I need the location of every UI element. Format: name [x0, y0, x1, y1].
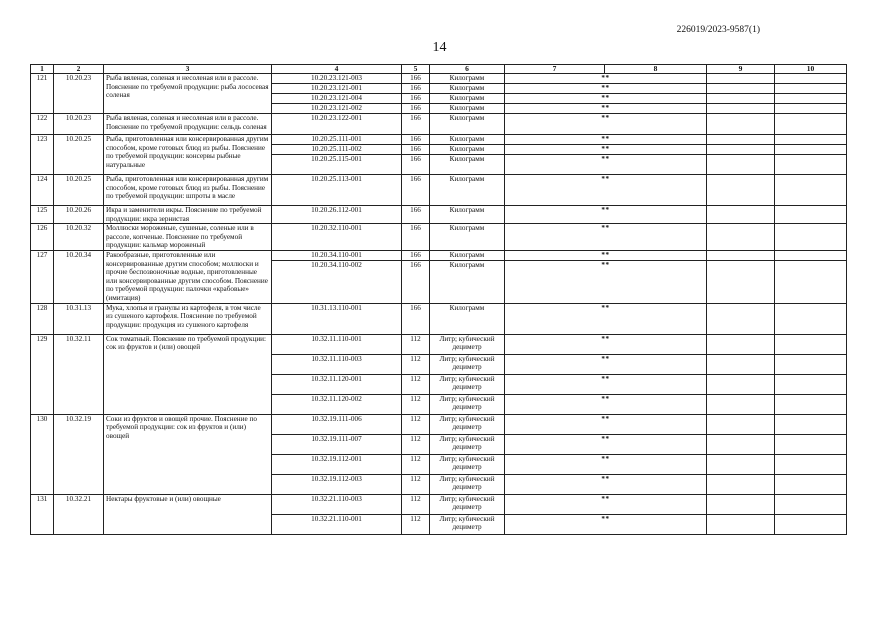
- ktru-code: 10.20.23.121-001: [272, 84, 402, 94]
- okpd2-code: 10.20.23: [54, 114, 104, 135]
- empty-cell: [775, 175, 847, 206]
- empty-cell: [707, 434, 775, 454]
- empty-cell: [775, 250, 847, 260]
- ktru-code: 10.32.19.112-001: [272, 454, 402, 474]
- col-header: 1: [31, 65, 54, 74]
- item-description: Моллюски мороженые, сушеные, соленые или в рассоле, копченые. Пояснение по требуемой продукции: кальмар мороженый: [104, 224, 272, 251]
- unit-name: Литр; кубический дециметр: [430, 494, 505, 514]
- marker-cell: **: [505, 514, 707, 534]
- okei-code: 166: [402, 104, 430, 114]
- col-header: 7: [505, 65, 605, 74]
- row-number: 124: [31, 175, 54, 206]
- okei-code: 112: [402, 374, 430, 394]
- empty-cell: [707, 494, 775, 514]
- empty-cell: [775, 114, 847, 135]
- marker-cell: **: [505, 303, 707, 334]
- marker-cell: **: [505, 114, 707, 135]
- row-number: 122: [31, 114, 54, 135]
- okei-code: 166: [402, 114, 430, 135]
- okei-code: 112: [402, 434, 430, 454]
- okei-code: 112: [402, 494, 430, 514]
- ktru-code: 10.32.21.110-003: [272, 494, 402, 514]
- marker-cell: **: [505, 155, 707, 175]
- col-header: 8: [605, 65, 707, 74]
- okpd2-code: 10.20.32: [54, 224, 104, 251]
- procurement-table: [30, 64, 847, 535]
- okei-code: 166: [402, 135, 430, 145]
- row-number: 125: [31, 206, 54, 224]
- marker-cell: **: [505, 250, 707, 260]
- page-number: 14: [432, 40, 447, 55]
- table-row: [31, 135, 847, 145]
- ktru-code: 10.32.11.120-002: [272, 394, 402, 414]
- item-description: Мука, хлопья и гранулы из картофеля, в том числе из сушеного картофеля. Пояснение по требуемой продукции: продукция из сушеного картофеля: [104, 303, 272, 334]
- ktru-code: 10.20.23.122-001: [272, 114, 402, 135]
- okpd2-code: 10.32.19: [54, 414, 104, 494]
- empty-cell: [775, 135, 847, 145]
- empty-cell: [707, 454, 775, 474]
- item-description: Рыба, приготовленная или консервированная другим способом, кроме готовых блюд из рыбы. Пояснение по требуемой продукции: шпроты в масле: [104, 175, 272, 206]
- ktru-code: 10.32.19.111-006: [272, 414, 402, 434]
- empty-cell: [775, 474, 847, 494]
- okei-code: 112: [402, 334, 430, 354]
- document-id: 226019/2023-9587(1): [676, 25, 760, 35]
- empty-cell: [707, 155, 775, 175]
- empty-cell: [775, 84, 847, 94]
- unit-name: Литр; кубический дециметр: [430, 514, 505, 534]
- empty-cell: [707, 114, 775, 135]
- unit-name: Килограмм: [430, 135, 505, 145]
- table-row: [31, 494, 847, 514]
- table-row: [31, 303, 847, 334]
- okpd2-code: 10.20.34: [54, 250, 104, 303]
- table-row: [31, 414, 847, 434]
- marker-cell: **: [505, 104, 707, 114]
- ktru-code: 10.20.34.110-002: [272, 261, 402, 303]
- col-header: 9: [707, 65, 775, 74]
- marker-cell: **: [505, 454, 707, 474]
- item-description: Рыба вяленая, соленая и несоленая или в рассоле. Пояснение по требуемой продукции: рыба лососевая соленая: [104, 74, 272, 114]
- item-description: Ракообразные, приготовленные или консервированные другим способом; моллюски и прочие беспозвоночные водные, приготовленные или консервированные другим способом. Пояснение по требуемой продукции: палочки «крабовые» (имитация): [104, 250, 272, 303]
- okpd2-code: 10.31.13: [54, 303, 104, 334]
- row-number: 129: [31, 334, 54, 414]
- ktru-code: 10.20.25.111-001: [272, 135, 402, 145]
- col-header: 2: [54, 65, 104, 74]
- table-row: [31, 206, 847, 224]
- marker-cell: **: [505, 374, 707, 394]
- marker-cell: **: [505, 145, 707, 155]
- empty-cell: [775, 145, 847, 155]
- empty-cell: [707, 84, 775, 94]
- empty-cell: [707, 354, 775, 374]
- empty-cell: [775, 261, 847, 303]
- col-header: 5: [402, 65, 430, 74]
- unit-name: Килограмм: [430, 224, 505, 251]
- okei-code: 112: [402, 414, 430, 434]
- table-row: [31, 114, 847, 135]
- marker-cell: **: [505, 74, 707, 84]
- row-number: 123: [31, 135, 54, 175]
- empty-cell: [707, 94, 775, 104]
- empty-cell: [775, 514, 847, 534]
- unit-name: Литр; кубический дециметр: [430, 454, 505, 474]
- empty-cell: [775, 104, 847, 114]
- unit-name: Килограмм: [430, 303, 505, 334]
- marker-cell: **: [505, 354, 707, 374]
- table-row: [31, 74, 847, 84]
- empty-cell: [775, 155, 847, 175]
- okei-code: 112: [402, 474, 430, 494]
- unit-name: Литр; кубический дециметр: [430, 334, 505, 354]
- unit-name: Литр; кубический дециметр: [430, 394, 505, 414]
- marker-cell: **: [505, 474, 707, 494]
- unit-name: Килограмм: [430, 145, 505, 155]
- unit-name: Литр; кубический дециметр: [430, 354, 505, 374]
- empty-cell: [775, 224, 847, 251]
- okei-code: 166: [402, 303, 430, 334]
- marker-cell: **: [505, 414, 707, 434]
- okei-code: 166: [402, 155, 430, 175]
- row-number: 131: [31, 494, 54, 534]
- empty-cell: [775, 394, 847, 414]
- item-description: Рыба, приготовленная или консервированная другим способом, кроме готовых блюд из рыбы. Пояснение по требуемой продукции: консервы рыбные натуральные: [104, 135, 272, 175]
- empty-cell: [707, 145, 775, 155]
- okei-code: 166: [402, 224, 430, 251]
- ktru-code: 10.20.23.121-004: [272, 94, 402, 104]
- okei-code: 166: [402, 74, 430, 84]
- table-row: [31, 334, 847, 354]
- empty-cell: [775, 454, 847, 474]
- empty-cell: [775, 74, 847, 84]
- unit-name: Литр; кубический дециметр: [430, 474, 505, 494]
- unit-name: Килограмм: [430, 175, 505, 206]
- marker-cell: **: [505, 261, 707, 303]
- empty-cell: [707, 250, 775, 260]
- marker-cell: **: [505, 206, 707, 224]
- marker-cell: **: [505, 394, 707, 414]
- header-row: [31, 65, 847, 74]
- ktru-code: 10.32.11.120-001: [272, 374, 402, 394]
- empty-cell: [775, 334, 847, 354]
- marker-cell: **: [505, 494, 707, 514]
- row-number: 127: [31, 250, 54, 303]
- empty-cell: [775, 374, 847, 394]
- empty-cell: [775, 303, 847, 334]
- unit-name: Килограмм: [430, 206, 505, 224]
- table-row: [31, 175, 847, 206]
- empty-cell: [707, 261, 775, 303]
- ktru-code: 10.20.26.112-001: [272, 206, 402, 224]
- okei-code: 166: [402, 250, 430, 260]
- empty-cell: [707, 374, 775, 394]
- okpd2-code: 10.32.11: [54, 334, 104, 414]
- empty-cell: [775, 434, 847, 454]
- row-number: 130: [31, 414, 54, 494]
- col-header: 10: [775, 65, 847, 74]
- empty-cell: [707, 474, 775, 494]
- empty-cell: [707, 394, 775, 414]
- ktru-code: 10.32.11.110-001: [272, 334, 402, 354]
- col-header: 4: [272, 65, 402, 74]
- ktru-code: 10.20.32.110-001: [272, 224, 402, 251]
- empty-cell: [707, 224, 775, 251]
- okei-code: 166: [402, 94, 430, 104]
- row-number: 126: [31, 224, 54, 251]
- marker-cell: **: [505, 434, 707, 454]
- table-row: [31, 224, 847, 251]
- item-description: Икра и заменители икры. Пояснение по требуемой продукции: икра зернистая: [104, 206, 272, 224]
- empty-cell: [775, 414, 847, 434]
- unit-name: Килограмм: [430, 84, 505, 94]
- col-header: 3: [104, 65, 272, 74]
- item-description: Рыба вяленая, соленая и несоленая или в рассоле. Пояснение по требуемой продукции: сельдь соленая: [104, 114, 272, 135]
- ktru-code: 10.31.13.110-001: [272, 303, 402, 334]
- empty-cell: [775, 354, 847, 374]
- okei-code: 166: [402, 206, 430, 224]
- empty-cell: [775, 94, 847, 104]
- empty-cell: [707, 104, 775, 114]
- okei-code: 112: [402, 354, 430, 374]
- okpd2-code: 10.20.26: [54, 206, 104, 224]
- unit-name: Литр; кубический дециметр: [430, 414, 505, 434]
- unit-name: Килограмм: [430, 94, 505, 104]
- ktru-code: 10.20.23.121-002: [272, 104, 402, 114]
- ktru-code: 10.20.34.110-001: [272, 250, 402, 260]
- marker-cell: **: [505, 224, 707, 251]
- col-header: 6: [430, 65, 505, 74]
- unit-name: Килограмм: [430, 114, 505, 135]
- ktru-code: 10.32.19.112-003: [272, 474, 402, 494]
- empty-cell: [707, 414, 775, 434]
- unit-name: Килограмм: [430, 261, 505, 303]
- okei-code: 112: [402, 454, 430, 474]
- okei-code: 112: [402, 514, 430, 534]
- empty-cell: [707, 175, 775, 206]
- okei-code: 112: [402, 394, 430, 414]
- table-row: [31, 250, 847, 260]
- okei-code: 166: [402, 261, 430, 303]
- row-number: 128: [31, 303, 54, 334]
- okei-code: 166: [402, 145, 430, 155]
- okei-code: 166: [402, 84, 430, 94]
- okpd2-code: 10.20.25: [54, 175, 104, 206]
- unit-name: Литр; кубический дециметр: [430, 434, 505, 454]
- row-number: 121: [31, 74, 54, 114]
- marker-cell: **: [505, 334, 707, 354]
- marker-cell: **: [505, 175, 707, 206]
- table-body: [31, 74, 847, 535]
- ktru-code: 10.32.19.111-007: [272, 434, 402, 454]
- empty-cell: [775, 206, 847, 224]
- okpd2-code: 10.20.23: [54, 74, 104, 114]
- okpd2-code: 10.20.25: [54, 135, 104, 175]
- ktru-code: 10.20.23.121-003: [272, 74, 402, 84]
- ktru-code: 10.20.25.115-001: [272, 155, 402, 175]
- ktru-code: 10.32.11.110-003: [272, 354, 402, 374]
- ktru-code: 10.20.25.113-001: [272, 175, 402, 206]
- empty-cell: [707, 303, 775, 334]
- okpd2-code: 10.32.21: [54, 494, 104, 534]
- unit-name: Килограмм: [430, 155, 505, 175]
- empty-cell: [707, 135, 775, 145]
- unit-name: Килограмм: [430, 104, 505, 114]
- empty-cell: [707, 74, 775, 84]
- unit-name: Килограмм: [430, 250, 505, 260]
- unit-name: Литр; кубический дециметр: [430, 374, 505, 394]
- item-description: Нектары фруктовые и (или) овощные: [104, 494, 272, 534]
- ktru-code: 10.32.21.110-001: [272, 514, 402, 534]
- item-description: Сок томатный. Пояснение по требуемой продукции: сок из фруктов и (или) овощей: [104, 334, 272, 414]
- empty-cell: [707, 206, 775, 224]
- empty-cell: [707, 334, 775, 354]
- ktru-code: 10.20.25.111-002: [272, 145, 402, 155]
- okei-code: 166: [402, 175, 430, 206]
- empty-cell: [707, 514, 775, 534]
- item-description: Соки из фруктов и овощей прочие. Пояснение по требуемой продукции: сок из фруктов и (или) овощей: [104, 414, 272, 494]
- unit-name: Килограмм: [430, 74, 505, 84]
- marker-cell: **: [505, 94, 707, 104]
- marker-cell: **: [505, 135, 707, 145]
- marker-cell: **: [505, 84, 707, 94]
- empty-cell: [775, 494, 847, 514]
